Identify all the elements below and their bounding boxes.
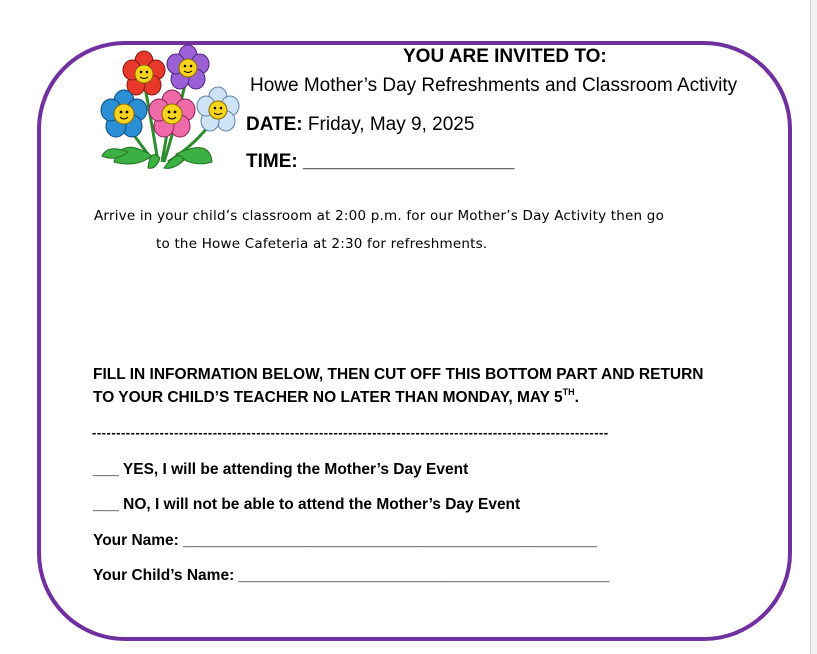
flower-lightblue: [197, 87, 239, 131]
rsvp-yes-option: ___ YES, I will be attending the Mother’s Day Event: [93, 461, 469, 478]
rsvp-no-option: ___ NO, I will not be able to attend the Mother’s Day Event: [93, 496, 521, 513]
flowers-icon: [92, 44, 248, 170]
event-time: [246, 151, 514, 173]
return-instructions-line1: FILL IN INFORMATION BELOW, THEN CUT OFF THIS BOTTOM PART AND RETURN: [93, 366, 704, 383]
cut-line: -----------------------------------------------------------------------------------------------------------: [92, 425, 609, 440]
time-label: TIME:: [246, 151, 298, 172]
arrival-instructions-line2: to the Howe Cafeteria at 2:30 for refreshments.: [156, 236, 488, 252]
return-instructions-line2: [93, 389, 579, 407]
child-name-field: Your Child’s Name: ___________________________________________: [93, 567, 610, 584]
flower-blue: [101, 90, 147, 137]
your-name-field: Your Name: ________________________________________________: [93, 532, 597, 549]
flower-red: [123, 51, 165, 95]
return-instructions-period: .: [574, 389, 579, 406]
flower-purple: [167, 45, 209, 89]
event-date: [246, 114, 474, 136]
return-instructions-text: TO YOUR CHILD’S TEACHER NO LATER THAN MONDAY, MAY 5: [93, 389, 563, 406]
arrival-instructions-line1: Arrive in your child’s classroom at 2:00 p.m. for our Mother’s Day Activity then go: [94, 208, 665, 224]
date-label: DATE:: [246, 114, 303, 135]
date-value: Friday, May 9, 2025: [307, 114, 475, 135]
time-blank: ____________________: [303, 151, 515, 172]
event-name: Howe Mother’s Day Refreshments and Classroom Activity: [250, 75, 738, 96]
page-edge: [810, 0, 817, 654]
invitation-heading: YOU ARE INVITED TO:: [403, 46, 607, 67]
ordinal-suffix: TH: [562, 387, 575, 397]
flower-pink: [149, 90, 195, 137]
